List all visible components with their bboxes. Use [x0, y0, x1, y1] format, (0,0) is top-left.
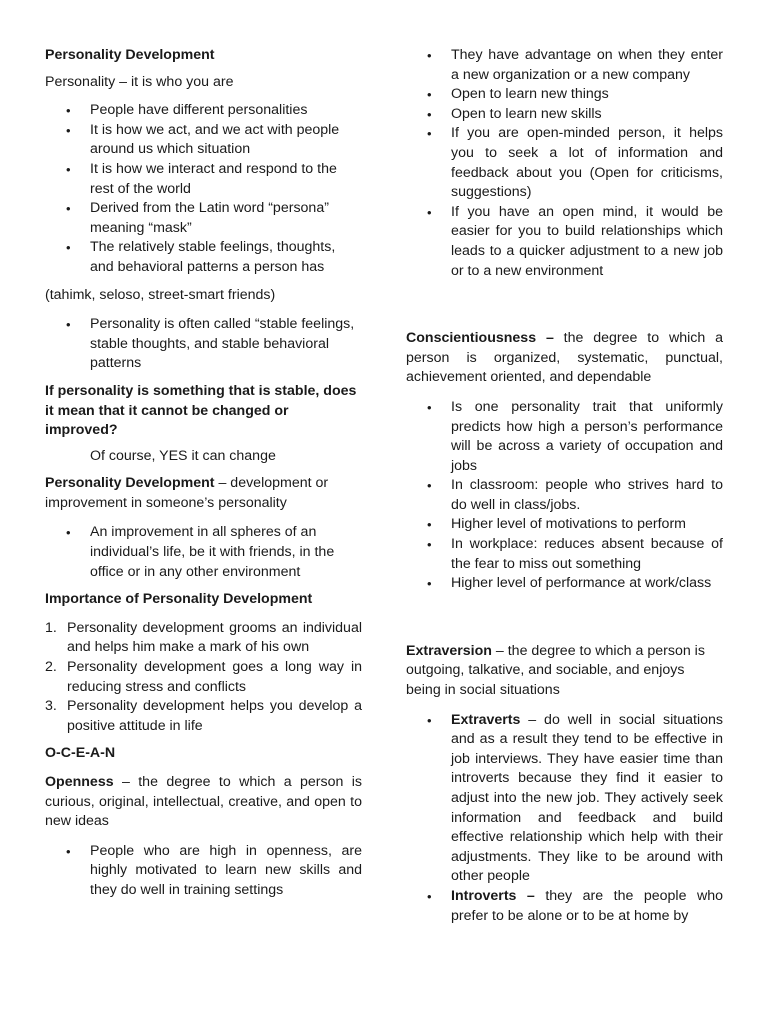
left-column	[45, 46, 362, 901]
list-item: • People have different personalities	[45, 101, 362, 121]
pd-def-text: – development or improvement in someone’s personality	[45, 475, 329, 511]
openness-term: Openness	[45, 774, 114, 790]
list-item: • If you have an open mind, it would be easier for you to build relationships which leads to a quicker adjustment to a new job or to a new environment	[406, 203, 723, 281]
extraversion-definition: Extraversion – the degree to which a person is outgoing, talkative, and sociable, and enjoys being in social situations	[406, 642, 705, 699]
importance-heading: Importance of Personality Development	[45, 591, 313, 608]
list-item: • Introverts – they are the people who prefer to be alone or to be at home by	[406, 887, 723, 926]
openness-definition: Openness – the degree to which a person is curious, original, intellectual, creative, and open to new ideas	[45, 774, 362, 830]
list-item: • Higher level of motivations to perform	[406, 515, 723, 535]
right-column	[406, 46, 723, 926]
list-item: • The relatively stable feelings, thoughts, and behavioral patterns a person has	[45, 238, 362, 277]
list-item: 3. Personality development helps you develop a positive attitude in life	[45, 698, 362, 734]
list-item: • It is how we interact and respond to the rest of the world	[45, 160, 362, 199]
introverts-term: Introverts –	[451, 887, 535, 904]
extraversion-term: Extraversion	[406, 642, 492, 659]
importance-list	[45, 619, 362, 737]
personality-definition: Personality – it is who you are	[45, 73, 234, 90]
list-item: • They have advantage on when they enter a new organization or a new company	[406, 46, 723, 85]
improvement-bullets	[45, 523, 362, 582]
answer-text: Of course, YES it can change	[90, 447, 276, 464]
stable-bullets	[45, 315, 362, 374]
examples-note: (tahimk, seloso, street-smart friends)	[45, 286, 276, 303]
list-item: • It is how we act, and we act with people around us which situation	[45, 121, 362, 160]
list-item: • Derived from the Latin word “persona” meaning “mask”	[45, 199, 362, 238]
list-item: • Higher level of performance at work/class	[406, 574, 723, 594]
pd-term: Personality Development	[45, 475, 215, 492]
extraversion-bullets	[406, 711, 723, 927]
list-item: • Extraverts – do well in social situations and as a result they tend to be effective in job interviews. They have easier time than introverts because they find it easier to adjust into the new job. They actively seek information and feedback and build effective relationship which help with their adjustments. They like to be around with other people	[406, 711, 723, 887]
list-item: • Open to learn new skills	[406, 105, 723, 125]
conscientiousness-term: Conscientiousness –	[406, 330, 554, 347]
ocean-heading: O-C-E-A-N	[45, 745, 116, 762]
openness-bullets	[45, 842, 362, 901]
list-item: • Is one personality trait that uniformly predicts how high a person’s performance will be across a variety of occupation and jobs	[406, 398, 723, 476]
list-item: • An improvement in all spheres of an individual’s life, be it with friends, in the office or in any other environment	[45, 523, 362, 582]
list-item: • If you are open-minded person, it helps you to seek a lot of information and feedback about you (Open for criticisms, suggestions)	[406, 124, 723, 202]
list-item: • People who are high in openness, are highly motivated to learn new skills and they do well in training settings	[45, 842, 362, 901]
conscientiousness-definition: Conscientiousness – the degree to which a person is organized, systematic, punctual, achievement oriented, and dependable	[406, 330, 723, 386]
list-item: 1. Personality development grooms an individual and helps him make a mark of his own	[45, 619, 362, 656]
list-item: • In classroom: people who strives hard to do well in class/jobs.	[406, 476, 723, 515]
list-item: 2. Personality development goes a long way in reducing stress and conflicts	[45, 659, 362, 695]
page-title: Personality Development	[45, 47, 215, 63]
list-item: • Open to learn new things	[406, 85, 723, 105]
pd-definition	[45, 474, 362, 513]
openness-bullets-continued	[406, 46, 723, 281]
question-heading: If personality is something that is stable, does it mean that it cannot be changed or improved?	[45, 382, 357, 439]
list-item: • In workplace: reduces absent because of the fear to miss out something	[406, 535, 723, 574]
list-item: • Personality is often called “stable feelings, stable thoughts, and stable behavioral patterns	[45, 315, 362, 374]
conscientiousness-bullets	[406, 398, 723, 594]
extraverts-term: Extraverts	[451, 711, 521, 728]
personality-bullets	[45, 101, 362, 277]
